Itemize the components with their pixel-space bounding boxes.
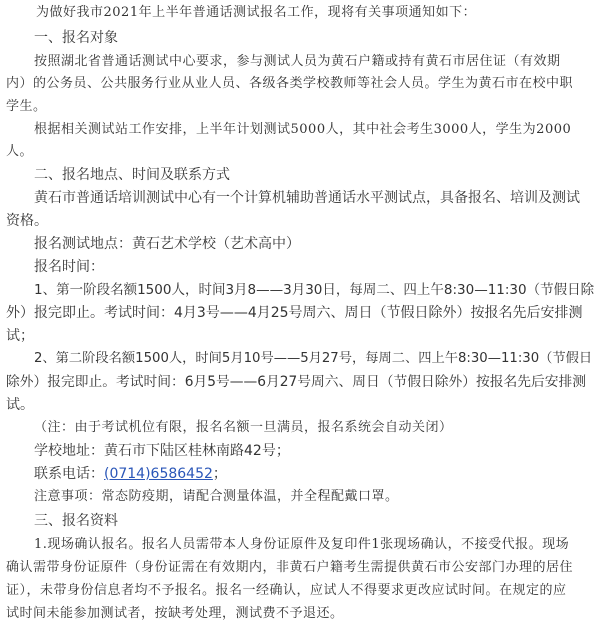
paragraph-line: 资格。 [6,213,48,229]
phone-label: 联系电话： [34,466,104,482]
paragraph-line: 按照湖北省普通话测试中心要求，参与测试人员为黄石户籍或持有黄石市居住证（有效期 [34,54,561,69]
intro-text: 为做好我市2021年上半年普通话测试报名工作，现将有关事项通知如下： [36,5,477,20]
phase-2-line: 2、第二阶段名额1500人，时间5月10号——5月27号，每周二、四上午8:30—11:30（节假日 [34,351,593,366]
phase-1-line: 1、第一阶段名额1500人，时间3月8——3月30日，每周二、四上午8:30—11:30（节假日除 [34,282,595,298]
phone-end: ； [212,466,227,482]
paragraph-line: 确认需带身份证原件（身份证需在有效期内，非黄石户籍考生需提供黄石市公安部门办理的居住 [6,560,574,575]
phase-2-line: 除外）报完即止。考试时间：6月5号——6月27号周六、周日（节假日除外）按报名先后安排测 [6,374,586,390]
contact-phone-row [34,462,593,486]
section-3-heading: 三、报名资料 [34,513,118,529]
school-address: 学校地址：黄石市下陆区桂林南路42号； [34,443,290,459]
paragraph-line: 黄石市普通话培训测试中心有一个计算机辅助普通话水平测试点，具备报名、培训及测试 [34,190,580,206]
paragraph-line: 1.现场确认报名。报名人员需带本人身份证原件及复印件1张现场确认，不接受代报。现场 [34,537,570,552]
paragraph-line: 试时间未能参加测试者，按缺考处理，测试费不予退还。 [6,606,344,621]
paragraph-line: 人。 [6,144,34,159]
registration-time-label: 报名时间： [34,259,104,275]
phone-link[interactable]: (0714)6586452 [104,466,213,482]
paragraph-line: 学生。 [6,99,47,114]
section-2-heading: 二、报名地点、时间及联系方式 [34,167,230,183]
paragraph-line: 根据相关测试站工作安排，上半年计划测试5000人，其中社会考生3000人，学生为2000 [34,122,572,137]
phase-1-line: 外）报完即止。考试时间：4月3号——4月25号周六、周日（节假日除外）按报名先后安排测 [6,305,583,321]
section-1-heading: 一、报名对象 [34,30,118,46]
paragraph-line: 证），未带身份信息者均不予报名。报名一经确认，应试人不得要求更改应试时间。在规定的应 [6,583,567,598]
paragraph-line: 内）的公务员、公共服务行业从业人员、各级各类学校教师等社会人员。学生为黄石市在校中职 [6,76,574,91]
capacity-note: （注：由于考试机位有限，报名名额一旦满员，报名系统会自动关闭） [34,420,453,435]
notice-text: 注意事项：常态防疫期，请配合测量体温，并全程配戴口罩。 [34,489,399,504]
registration-site: 报名测试地点：黄石艺术学校（艺术高中） [34,236,300,252]
phase-1-line: 试； [6,328,34,344]
phase-2-line: 试。 [6,397,34,413]
